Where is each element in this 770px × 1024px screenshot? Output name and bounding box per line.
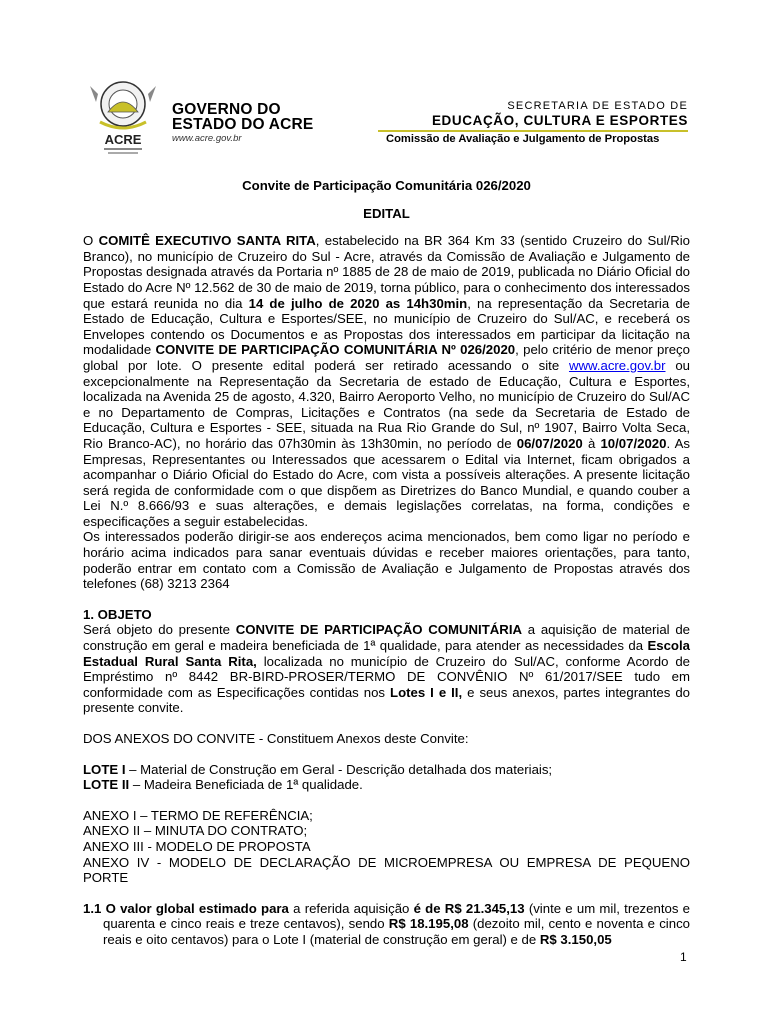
anexo-item: ANEXO III - MODELO DE PROPOSTA xyxy=(83,838,311,854)
commission-name: Comissão de Avaliação e Julgamento de Propostas xyxy=(386,133,660,145)
svg-text:ACRE: ACRE xyxy=(104,132,142,147)
lote-item: LOTE II – Madeira Beneficiada de 1ª qualidade. xyxy=(83,777,363,793)
anexo-item: ANEXO IV - MODELO DE DECLARAÇÃO DE MICROEMPRESA OU EMPRESA DE PEQUENO PORTE xyxy=(83,854,690,886)
lote-item: LOTE I – Material de Construção em Geral - Descrição detalhada dos materiais; xyxy=(83,761,553,777)
government-title: GOVERNO DO ESTADO DO ACRE xyxy=(172,101,314,133)
document-subtitle: EDITAL xyxy=(363,205,410,221)
objeto-paragraph: Será objeto do presente CONVITE DE PARTICIPAÇÃO COMUNITÁRIA a aquisição de material de construção em geral e madeira beneficiada de 1ª qualidade, para atender as necessidades da Escola Estadual Rural Santa Rita, localizada no município de Cruzeiro do Sul/AC, conforme Acordo de Empréstimo nº 8442 BR-BIRD-PROSER/TERMO DE CONVÊNIO Nº 61/2017/SEE tudo em conformidade com as Especificações contidas nos Lotes I e II, e seus anexos, partes integrantes do presente convite. xyxy=(83,622,691,716)
header-divider xyxy=(378,130,688,132)
contact-paragraph: Os interessados poderão dirigir-se aos endereços acima mencionados, bem como ligar no período e horário acima indicados para sanar eventuais dúvidas e receber maiores orientações, para tanto, poderão entrar em contato com a Comissão de Avaliação e Julgamento de Propostas através dos telefones (68) 3213 2364 xyxy=(83,529,690,592)
valor-paragraph: 1.1 O valor global estimado para a referida aquisição é de R$ 21.345,13 (vinte e um mil, trezentos e quarenta e cinco reais e treze centavos), sendo R$ 18.195,08 (dezoito mil, cento e noventa e cinco reais e oito centavos) para o Lote I (material de construção em geral) e de R$ 3.150,05 xyxy=(83,900,691,947)
letterhead xyxy=(0,0,770,160)
intro-paragraph: O COMITÊ EXECUTIVO SANTA RITA, estabelecido na BR 364 Km 33 (sentido Cruzeiro do Sul/Rio Branco), no município de Cruzeiro do Sul - Acre, através da Comissão de Avaliação e Julgamento de Propostas designada através da Portaria nº 1885 de 28 de maio de 2019, publicada no Diário Oficial do Estado do Acre Nº 12.562 de 30 de maio de 2019, torna público, para o conhecimento dos interessados que estará reunida no dia 14 de julho de 2020 as 14h30min, na representação da Secretaria de Estado de Educação, Cultura e Esportes/SEE, no município de Cruzeiro do Sul/AC, e receberá os Envelopes contendo os Documentos e as Propostas dos interessados em participar da licitação na modalidade CONVITE DE PARTICIPAÇÃO COMUNITÁRIA Nº 026/2020, pelo critério de menor preço global por lote. O presente edital poderá ser retirado acessando o site www.acre.gov.br ou excepcionalmente na Representação da Secretaria de estado de Educação, Cultura e Esportes, localizada na Avenida 25 de agosto, 4.320, Bairro Aeroporto Velho, no município de Cruzeiro do Sul/AC e no Departamento de Compras, Licitações e Contratos (na sede da Secretaria de Estado de Educação, Cultura e Esportes - SEE, situada na Rua Rio Grande do Sul, nº 1907, Bairro Volta Seca, Rio Branco-AC), no horário das 07h30min às 13h30min, no período de 06/07/2020 à 10/07/2020. As Empresas, Representantes ou Interessados que acessarem o Edital via Internet, ficam obrigados a acompanhar o Diário Oficial do Estado do Acre, com vista a possíveis alterações. A presente licitação será regida de conformidade com o que dispõem as Diretrizes do Banco Mundial, e quando couber a Lei N.º 8.666/93 e suas alterações, e demais legislações correlatas, na forma, condições e especificações a seguir estabelecidas. xyxy=(83,233,691,529)
secretariat-line2: EDUCAÇÃO, CULTURA E ESPORTES xyxy=(431,113,688,128)
anexo-item: ANEXO II – MINUTA DO CONTRATO; xyxy=(83,823,308,839)
document-body xyxy=(83,178,690,948)
government-url[interactable]: www.acre.gov.br xyxy=(172,133,242,144)
acre-coat-of-arms-logo xyxy=(80,72,166,162)
secretariat-line1: SECRETARIA DE ESTADO DE xyxy=(507,100,688,112)
acre-site-link[interactable]: www.acre.gov.br xyxy=(568,357,666,373)
objeto-heading: 1. OBJETO xyxy=(83,606,152,622)
page-number: 1 xyxy=(680,950,687,964)
anexos-intro: DOS ANEXOS DO CONVITE - Constituem Anexos deste Convite: xyxy=(83,731,469,746)
anexo-item: ANEXO I – TERMO DE REFERÊNCIA; xyxy=(83,807,313,823)
document-title: Convite de Participação Comunitária 026/2020 xyxy=(242,178,531,193)
